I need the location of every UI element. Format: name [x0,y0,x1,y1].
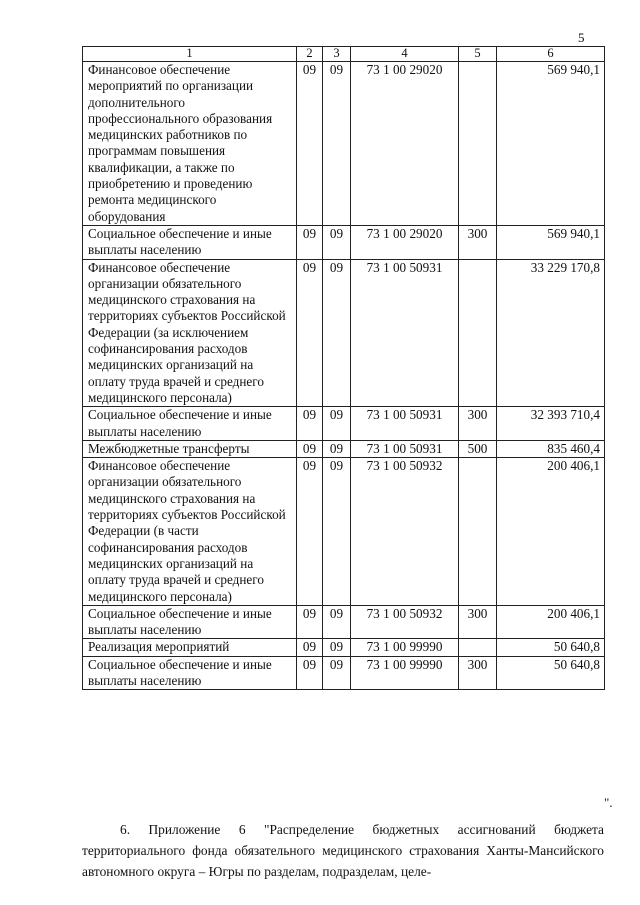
row-expense-type-cell [459,62,497,226]
table-row [83,259,605,407]
row-section-cell: 09 [297,225,323,259]
row-subsection-cell: 09 [323,440,351,457]
row-subsection-cell: 09 [323,62,351,226]
table-row [83,440,605,457]
row-subsection-cell: 09 [323,605,351,639]
row-section-cell: 09 [297,440,323,457]
row-target-cell: 73 1 00 29020 [351,62,459,226]
row-expense-type-cell [459,259,497,407]
row-name-cell: Межбюджетные трансферты [83,440,297,457]
row-name-cell: Социальное обеспечение и иные выплаты населению [83,656,297,690]
table-row [83,605,605,639]
table-row [83,407,605,441]
budget-allocation-table [82,46,605,690]
row-target-cell: 73 1 00 99990 [351,639,459,656]
table-row [83,639,605,656]
page-number: 5 [578,30,585,45]
row-amount-cell: 200 406,1 [497,458,605,606]
amendment-paragraph: 6. Приложение 6 "Распределение бюджетных ассигнований бюджета территориального фонда обязательного медицинского страхования Ханты-Мансийского автономного округа – Югры по разделам, подразделам, целе- [82,822,604,879]
row-section-cell: 09 [297,458,323,606]
row-expense-type-cell: 300 [459,407,497,441]
table-body [83,62,605,690]
row-name-cell: Социальное обеспечение и иные выплаты населению [83,225,297,259]
row-target-cell: 73 1 00 50931 [351,440,459,457]
row-section-cell: 09 [297,259,323,407]
row-target-cell: 73 1 00 50931 [351,259,459,407]
row-subsection-cell: 09 [323,225,351,259]
row-expense-type-cell [459,639,497,656]
table-header-row [83,47,605,62]
row-target-cell: 73 1 00 29020 [351,225,459,259]
row-expense-type-cell: 300 [459,656,497,690]
row-amount-cell: 200 406,1 [497,605,605,639]
row-amount-cell: 835 460,4 [497,440,605,457]
row-amount-cell: 50 640,8 [497,639,605,656]
table-row [83,656,605,690]
row-section-cell: 09 [297,62,323,226]
column-header: 1 [83,47,297,62]
row-name-cell: Финансовое обеспечение организации обязательного медицинского страхования на территориях субъектов Российской Федерации (за исключением софинансирования расходов медицинских организаций на оплату труда врачей и среднего медицинского персонала) [83,259,297,407]
row-section-cell: 09 [297,639,323,656]
row-target-cell: 73 1 00 50931 [351,407,459,441]
column-header: 6 [497,47,605,62]
row-expense-type-cell [459,458,497,606]
row-subsection-cell: 09 [323,407,351,441]
table-row [83,62,605,226]
column-header: 4 [351,47,459,62]
row-name-cell: Реализация мероприятий [83,639,297,656]
row-subsection-cell: 09 [323,639,351,656]
column-header: 3 [323,47,351,62]
row-target-cell: 73 1 00 99990 [351,656,459,690]
row-target-cell: 73 1 00 50932 [351,458,459,606]
row-amount-cell: 33 229 170,8 [497,259,605,407]
row-section-cell: 09 [297,656,323,690]
row-amount-cell: 50 640,8 [497,656,605,690]
row-name-cell: Социальное обеспечение и иные выплаты населению [83,605,297,639]
row-target-cell: 73 1 00 50932 [351,605,459,639]
row-amount-cell: 569 940,1 [497,225,605,259]
row-name-cell: Социальное обеспечение и иные выплаты населению [83,407,297,441]
row-amount-cell: 32 393 710,4 [497,407,605,441]
row-expense-type-cell: 300 [459,605,497,639]
row-section-cell: 09 [297,605,323,639]
row-subsection-cell: 09 [323,458,351,606]
column-header: 2 [297,47,323,62]
row-expense-type-cell: 300 [459,225,497,259]
closing-quote: ". [604,795,613,810]
table-row [83,458,605,606]
row-name-cell: Финансовое обеспечение мероприятий по организации дополнительного профессионального образования медицинских работников по программам повышения квалификации, а также по приобретению и проведению ремонта медицинского оборудования [83,62,297,226]
row-section-cell: 09 [297,407,323,441]
table-row [83,225,605,259]
column-header: 5 [459,47,497,62]
row-subsection-cell: 09 [323,259,351,407]
row-name-cell: Финансовое обеспечение организации обязательного медицинского страхования на территориях субъектов Российской Федерации (в части софинансирования расходов медицинских организаций на оплату труда врачей и среднего медицинского персонала) [83,458,297,606]
row-subsection-cell: 09 [323,656,351,690]
row-amount-cell: 569 940,1 [497,62,605,226]
row-expense-type-cell: 500 [459,440,497,457]
